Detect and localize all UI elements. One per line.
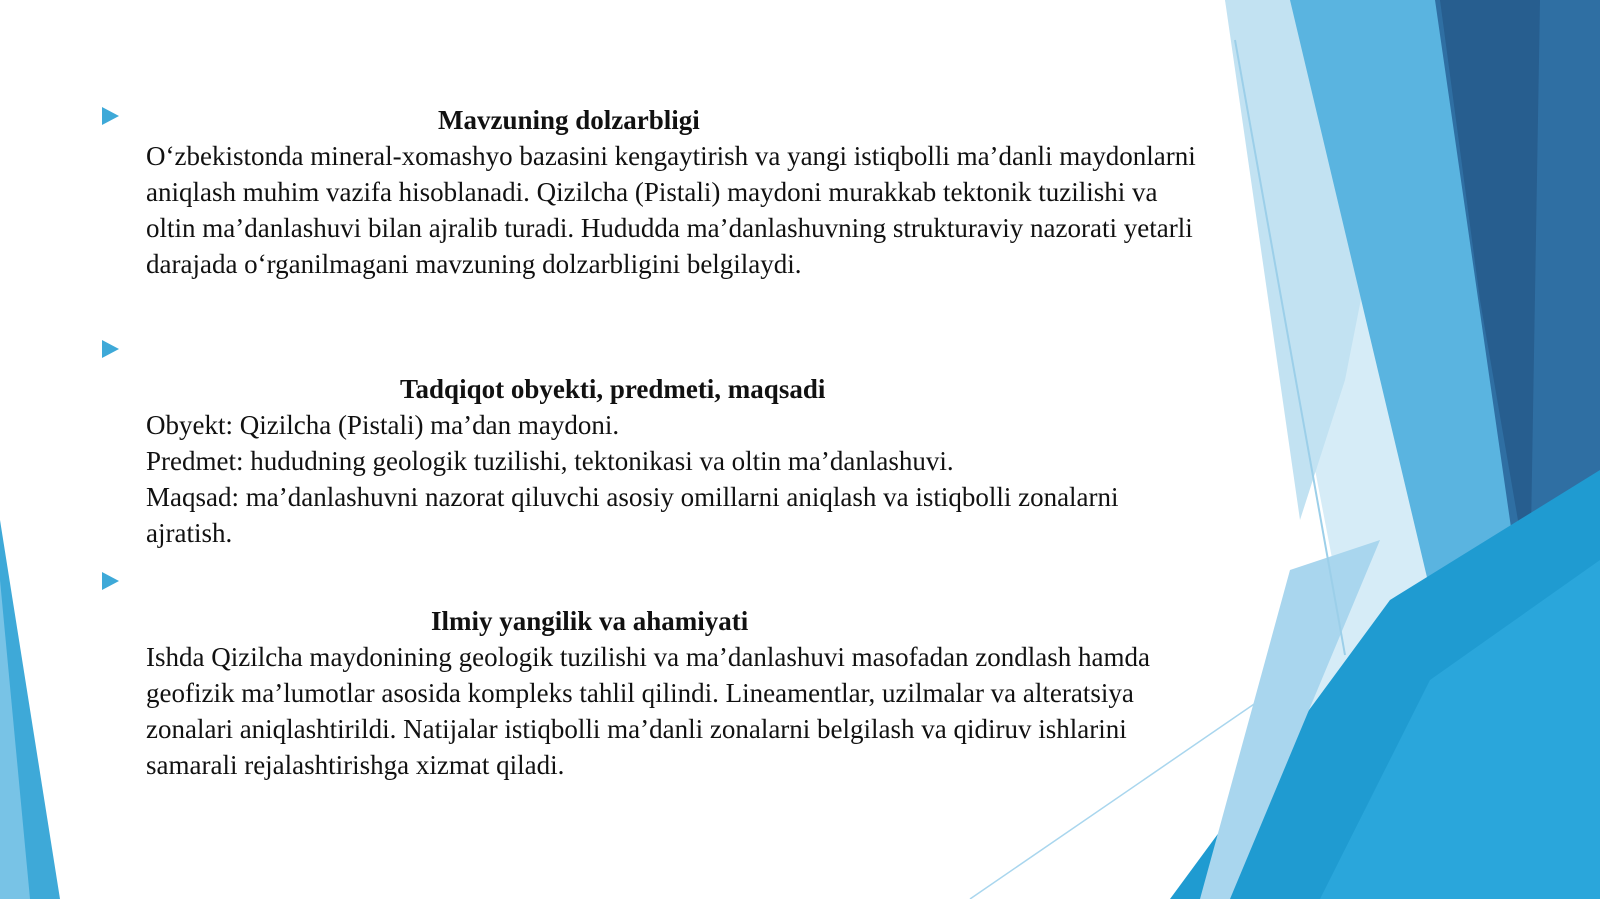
bullet-arrow-icon <box>102 572 119 590</box>
section-paragraph: O‘zbekistonda mineral-xomashyo bazasini kengaytirish va yangi istiqbolli ma’danli maydonlarni aniqlash muhim vazifa hisoblanadi. Qizilcha (Pistali) maydoni murakkab tektonik tuzilishi va oltin ma’danlashuvi bilan ajralib turadi. Hududda ma’danlashuvning strukturaviy nazorati yetarli darajada o‘rganilmagani mavzuning dolzarbligini belgilaydi. <box>146 141 1196 279</box>
section-line-subject: Predmet: hududning geologik tuzilishi, tektonikasi va oltin ma’danlashuvi. <box>146 446 954 476</box>
section-paragraph: Ishda Qizilcha maydonining geologik tuzilishi va ma’danlashuvi masofadan zondlash hamda geofizik ma’lumotlar asosida kompleks tahlil qilindi. Lineamentlar, uzilmalar va alteratsiya zonalari aniqlashtirildi. Natijalar istiqbolli ma’danli zonalarni belgilash va qidiruv ishlarini samarali rejalashtirishga xizmat qiladi. <box>146 642 1150 780</box>
bullet-arrow-icon <box>102 107 119 125</box>
section-object-subject-goal <box>146 371 1206 551</box>
section-relevance <box>146 102 1206 282</box>
section-line-object: Obyekt: Qizilcha (Pistali) ma’dan maydoni. <box>146 410 620 440</box>
section-line-goal: Maqsad: ma’danlashuvni nazorat qiluvchi asosiy omillarni aniqlash va istiqbolli zonalarni ajratish. <box>146 482 1119 548</box>
section-heading: Tadqiqot obyekti, predmeti, maqsadi <box>400 374 826 404</box>
section-novelty <box>146 603 1206 783</box>
bullet-arrow-icon <box>102 340 119 358</box>
section-heading: Mavzuning dolzarbligi <box>438 105 700 135</box>
section-heading: Ilmiy yangilik va ahamiyati <box>431 606 749 636</box>
